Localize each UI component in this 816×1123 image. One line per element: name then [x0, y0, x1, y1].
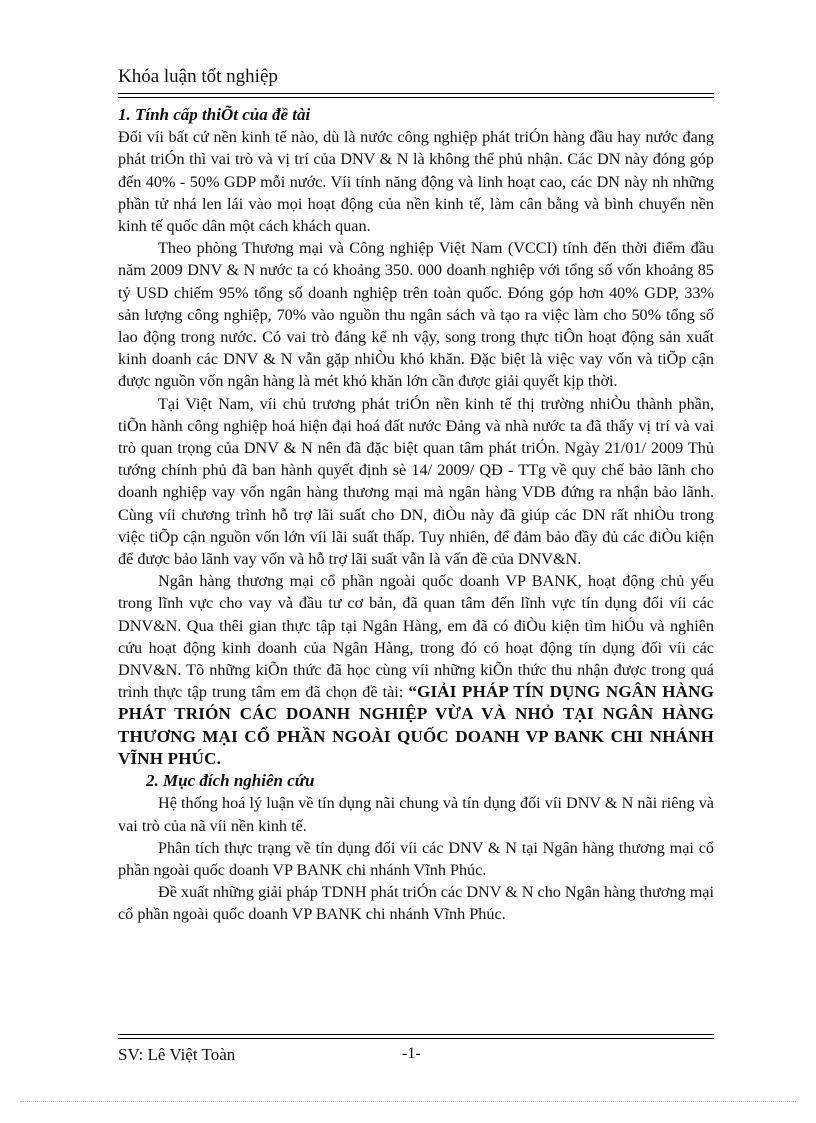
section-2-heading: 2. Mục đích nghiên cứu	[146, 771, 315, 791]
page-bottom-divider	[20, 1101, 796, 1102]
section-1-heading: 1. Tính cấp thiÕt của đề tài	[118, 105, 311, 124]
paragraph: Đối víi bất cứ nền kinh tế nào, dù là nước công nghiệp phát triÓn hàng đầu hay nước đang phát triÓn thì vai trò và vị trí của DNV & N là không thể phủ nhận. Các DN này đóng góp đến 40% - 50% GDP mỗi nước. Víi tính năng động và linh hoạt cao, các DN này nh những phần tử nhá len lái vào mọi hoạt động của nền kinh tế, làm cân bằng và bình chuyển nền kinh tế quốc dân một cách khách quan.	[118, 128, 714, 236]
paragraph: Phân tích thực trạng về tín dụng đối víi các DNV & N tại Ngân hàng thương mại cổ phần ngoài quốc doanh VP BANK chi nhánh Vĩnh Phúc.	[118, 838, 714, 879]
page-number: -1-	[402, 1045, 421, 1062]
paragraph: Hệ thống hoá lý luận về tín dụng nãi chung và tín dụng đối víi DNV & N nãi riêng và vai trò của nã víi nền kinh tế.	[118, 794, 714, 835]
paragraph-text: Ngân hàng thương mại cổ phần ngoài quốc doanh VP BANK, hoạt động chủ yếu trong lĩnh vực cho vay và đầu tư cơ bản, đã quan tâm đến lĩnh vực tín dụng đối víi các DNV&N. Qua thêi gian thực tập tại Ngân Hàng, em đã có điÒu kiện tìm hiÓu và nghiên cứu hoạt động kinh doanh của Ngân Hàng, trong đó có hoạt động tín dụng đối víi các DNV&N. Tõ những kiÕn thức đã học cùng víi những kiÕn thức thu nhận được trong quá trình thực tập trung tâm em đã chọn đề tài:	[118, 572, 714, 702]
thesis-topic: “GIẢI PHÁP TÍN DỤNG NGÂN HÀNG PHÁT TRIÓN CÁC DOANH NGHIỆP VỪA VÀ NHỎ TẠI NGÂN HÀNG THƯƠNG MẠI CỔ PHẦN NGOÀI QUỐC DOANH VP BANK CHI NHÁNH VĨNH PHÚC.	[118, 682, 714, 768]
paragraph: Tại Việt Nam, víi chủ trương phát triÓn nền kinh tế thị trường nhiÒu thành phần, tiÕn hành công nghiệp hoá hiện đại hoá đất nước Đảng và nhà nước ta đã thấy vị trí và vai trò quan trọng của DNV & N nên đã đặc biệt quan tâm phát triÓn. Ngày 21/01/ 2009 Thủ tướng chính phủ đã ban hành quyết định sè 14/ 2009/ QĐ - TTg về quy chế bảo lãnh cho doanh nghiệp vay vốn ngân hàng thương mại mà ngân hàng VDB đứng ra nhận bảo lãnh. Cùng víi chương trình hỗ trợ lãi suất cho DN, điÒu này đã giúp các DN rất nhiÒu trong việc tiÕp cận nguồn vốn lớn víi lãi suất thấp. Tuy nhiên, để đảm bảo đầy đủ các điÒu kiện để được bảo lãnh vay vốn và hỗ trợ lãi suất vẫn là vấn đề của DNV&N.	[118, 394, 714, 569]
paragraph: Đề xuất những giải pháp TDNH phát triÓn các DNV & N cho Ngân hàng thương mại cổ phần ngoài quốc doanh VP BANK chi nhánh Vĩnh Phúc.	[118, 883, 714, 924]
paragraph: Theo phòng Thương mại và Công nghiệp Việt Nam (VCCI) tính đến thời điểm đầu năm 2009 DNV & N nước ta có khoảng 350. 000 doanh nghiệp với tổng số vốn khoảng 85 tỷ USD chiếm 95% tổng số doanh nghiệp trên toàn quốc. Đóng góp hơn 40% GDP, 33% sản lượng công nghiệp, 70% vào nguồn thu ngân sách và tạo ra việc làm cho 50% tổng số lao động trong nước. Có vai trò đáng kể nh vậy, song trong thực tiÔn hoạt động sản xuất kinh doanh các DNV & N vẫn gặp nhiÒu khó khăn. Đặc biệt là việc vay vốn và tiÕp cận được nguồn vốn ngân hàng là mét khó khăn lớn cần được giải quyết kịp thời.	[118, 239, 714, 391]
body-content	[118, 104, 714, 926]
footer-rule-bottom	[118, 1038, 714, 1039]
header-rule-top	[118, 93, 714, 94]
footer-rule-top	[118, 1034, 714, 1035]
paragraph-with-topic	[118, 570, 714, 770]
header-rule-bottom	[118, 97, 714, 98]
header-title: Khóa luận tốt nghiệp	[118, 66, 278, 87]
footer-author: SV: Lê Việt Toàn	[118, 1045, 236, 1064]
